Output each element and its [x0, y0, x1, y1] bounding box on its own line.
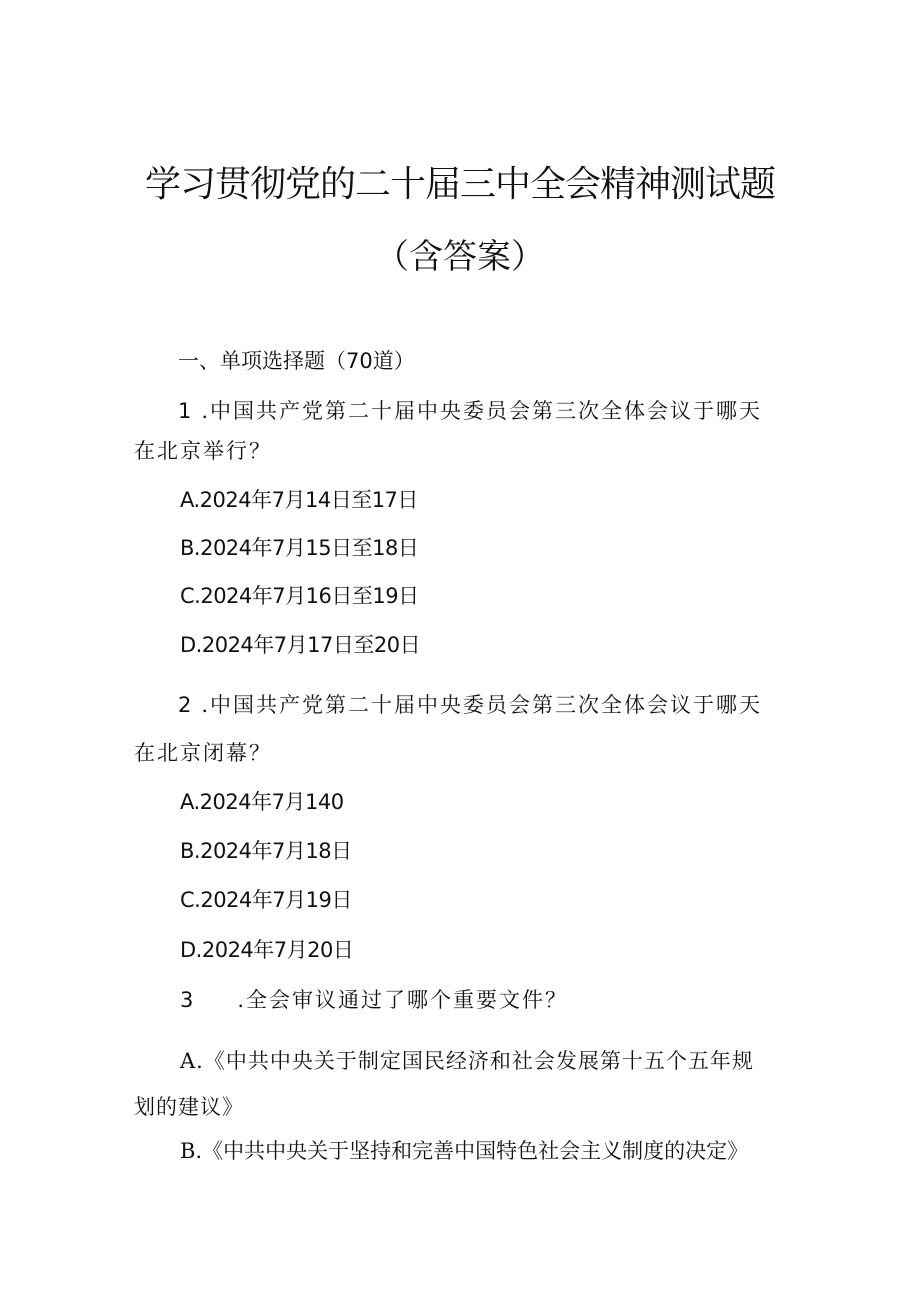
question-text: .中国共产党第二十届中央委员会第三次全体会议于哪天	[201, 399, 763, 423]
question-3	[180, 985, 568, 1015]
question-3-option-b: B.《中共中央关于坚持和完善中国特色社会主义制度的决定》	[180, 1139, 749, 1163]
question-text: .中国共产党第二十届中央委员会第三次全体会议于哪天	[201, 693, 763, 717]
question-1-option-c: C.2024年7月16日至19日	[180, 584, 419, 608]
question-3-option-a-continued: 划的建议》	[134, 1095, 244, 1119]
document-subtitle: （含答案）	[375, 237, 545, 277]
question-1	[178, 396, 762, 426]
section-heading: 一、单项选择题（70道）	[178, 349, 415, 373]
question-text: .全会审议通过了哪个重要文件？	[237, 988, 569, 1012]
question-1-option-d: D.2024年7月17日至20日	[180, 633, 421, 657]
question-number: 1	[178, 399, 192, 423]
question-2-option-a: A.2024年7月140	[180, 790, 344, 814]
question-2	[178, 690, 762, 720]
question-1-option-a: A.2024年7月14日至17日	[180, 488, 418, 512]
question-1-option-b: B.2024年7月15日至18日	[180, 536, 419, 560]
question-2-option-c: C.2024年7月19日	[180, 888, 352, 912]
question-1-continued: 在北京举行？	[134, 439, 272, 463]
question-2-option-d: D.2024年7月20日	[180, 938, 354, 962]
document-title: 学习贯彻党的二十届三中全会精神测试题	[144, 164, 775, 205]
question-2-option-b: B.2024年7月18日	[180, 839, 352, 863]
question-3-option-a: A.《中共中央关于制定国民经济和社会发展第十五个五年规	[180, 1049, 754, 1073]
question-number: 3	[180, 988, 194, 1012]
question-number: 2	[178, 693, 192, 717]
question-2-continued: 在北京闭幕？	[134, 741, 272, 765]
